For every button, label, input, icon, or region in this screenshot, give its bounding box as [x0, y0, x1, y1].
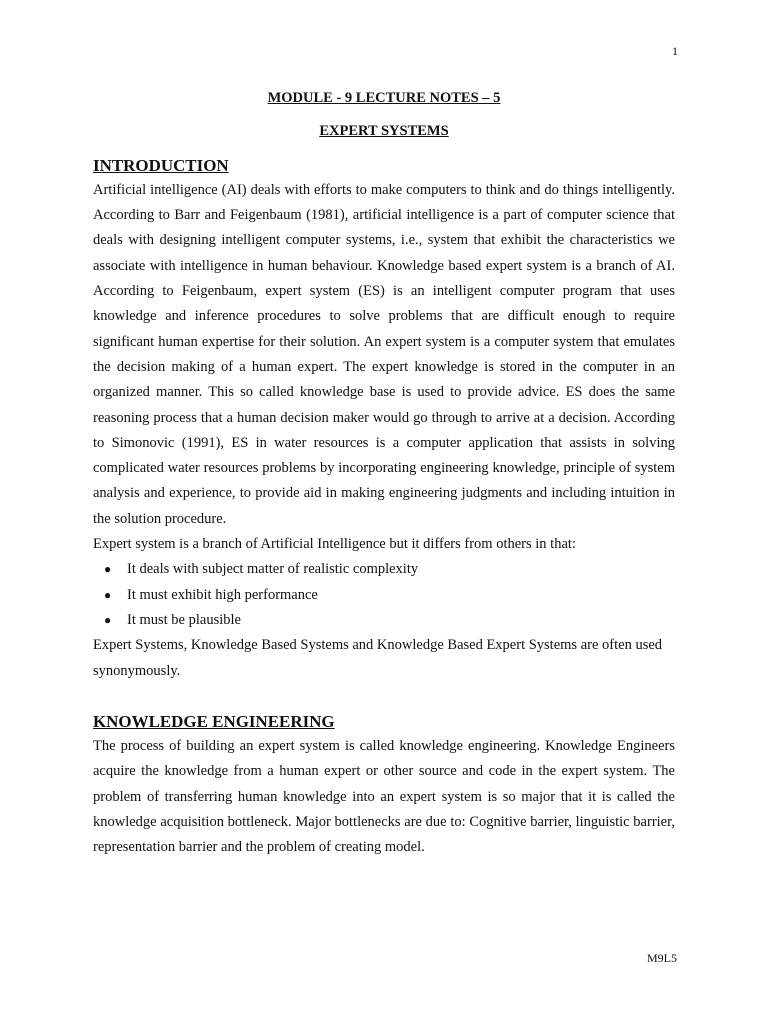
bullet-icon: ● [104, 612, 112, 627]
list-item-text: It must exhibit high performance [127, 586, 318, 603]
document-title: EXPERT SYSTEMS [319, 123, 449, 140]
feature-list [93, 557, 675, 633]
section-heading-knowledge-engineering: KNOWLEDGE ENGINEERING [93, 711, 335, 731]
introduction-paragraph: Artificial intelligence (AI) deals with efforts to make computers to think and do things intelligently. According to Barr and Feigenbaum (1981), artificial intelligence is a part of computer science that deals with designing intelligent computer systems, i.e., system that exhibit the characteristics we associate with intelligence in human behaviour. Knowledge based expert system is a branch of AI. According to Feigenbaum, expert system (ES) is an intelligent computer program that uses knowledge and inference procedures to solve problems that are difficult enough to require significant human expertise for their solution. An expert system is a computer system that emulates the decision making of a human expert. The expert knowledge is stored in the computer in an organized manner. This so called knowledge base is used to provide advice. ES does the same reasoning process that a human decision maker would go through to arrive at a decision. According to Simonovic (1991), ES in water resources is a computer application that assists in solving complicated water resources problems by incorporating engineering knowledge, principle of system analysis and experience, to provide aid in making engineering judgments and including intuition in the solution procedure. [93, 181, 675, 527]
page-number: 1 [672, 44, 678, 58]
list-item [93, 557, 675, 582]
bullet-icon: ● [104, 587, 112, 602]
list-item [93, 608, 675, 633]
knowledge-engineering-paragraph: The process of building an expert system is called knowledge engineering. Knowledge Engineers acquire the knowledge from a human expert or other source and code in the expert system. The problem of transferring human knowledge into an expert system is so major that it is called the knowledge acquisition bottleneck. Major bottlenecks are due to: Cognitive barrier, linguistic barrier, representation barrier and the problem of creating model. [93, 738, 675, 856]
footer-code: M9L5 [647, 951, 677, 965]
bullet-icon: ● [104, 562, 112, 577]
module-title: MODULE - 9 LECTURE NOTES – 5 [267, 90, 501, 106]
closing-paragraph: Expert Systems, Knowledge Based Systems and Knowledge Based Expert Systems are often used synonymously. [93, 637, 663, 679]
section-spacer [93, 684, 675, 709]
list-item-text: It must be plausible [127, 611, 241, 628]
document-body [93, 86, 675, 861]
list-intro-text: Expert system is a branch of Artificial Intelligence but it differs from others in that: [93, 536, 576, 553]
list-item-text: It deals with subject matter of realistic complexity [127, 561, 419, 578]
section-heading-introduction: INTRODUCTION [93, 155, 229, 175]
list-item [93, 583, 675, 608]
